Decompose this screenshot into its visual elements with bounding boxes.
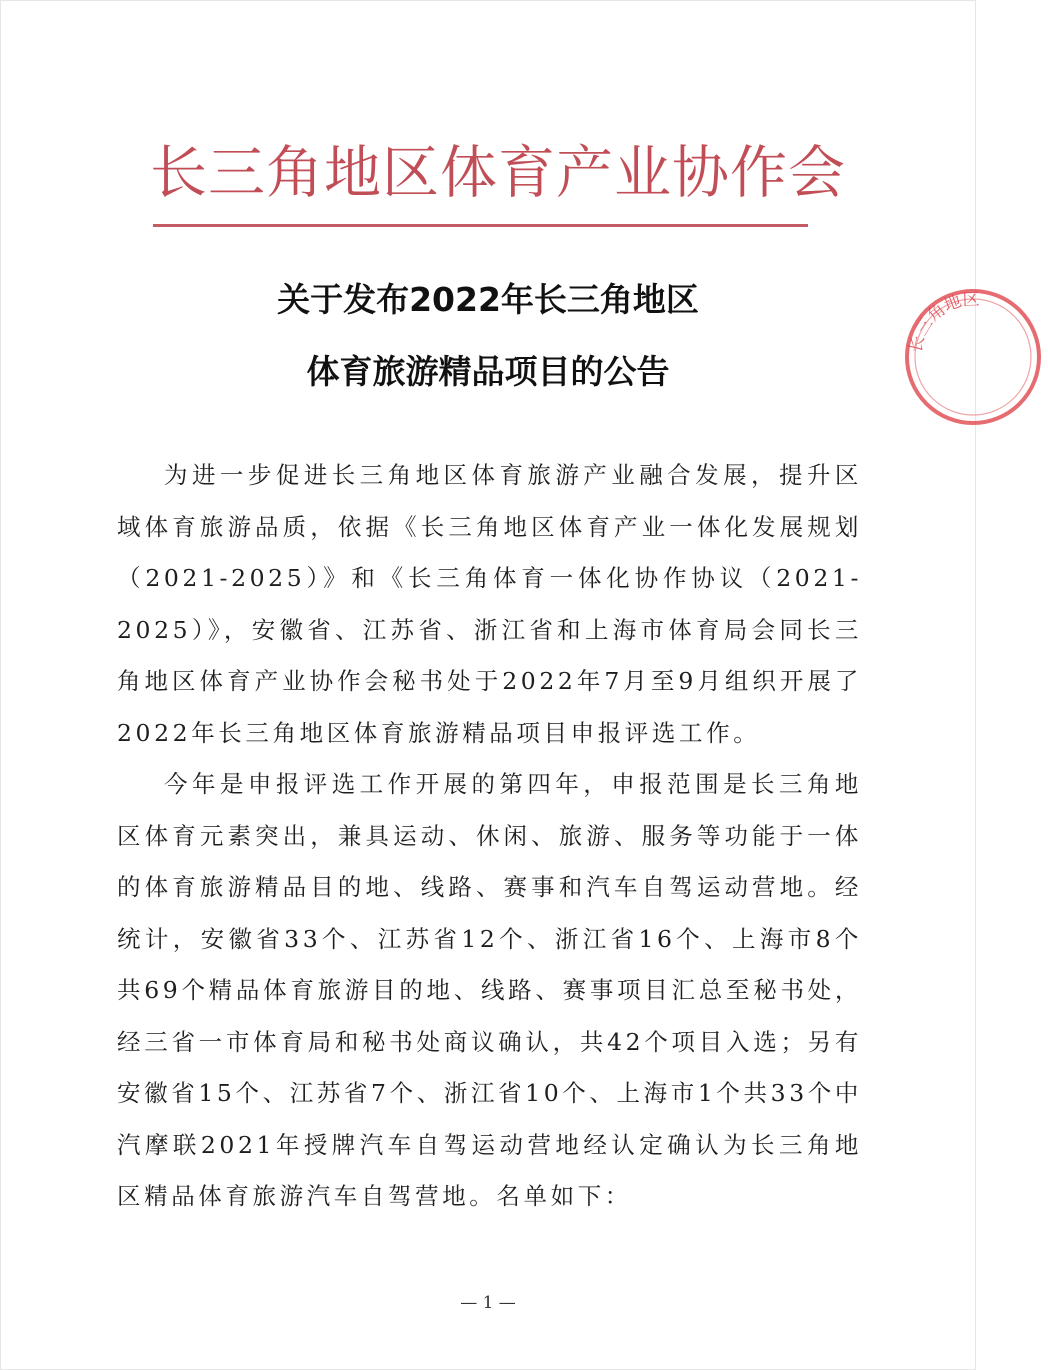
document-title-line-2: 体育旅游精品项目的公告 [306, 352, 670, 391]
body-paragraph-2: 今年是申报评选工作开展的第四年，申报范围是长三角地区体育元素突出，兼具运动、休闲、旅游、服务等功能于一体的体育旅游精品目的地、线路、赛事和汽车自驾运动营地。经统计，安徽省33个、江苏省12个、浙江省16个、上海市8个共69个精品体育旅游目的地、线路、赛事项目汇总至秘书处，经三省一市体育局和秘书处商议确认，共42个项目入选；另有安徽省15个、江苏省7个、浙江省10个、上海市1个共33个中汽摩联2021年授牌汽车自驾运动营地经认定确认为长三角地区精品体育旅游汽车自驾营地。名单如下： [117, 770, 862, 1210]
document-body [117, 450, 862, 1223]
letterhead-org-name: 长三角地区体育产业协作会 [150, 140, 846, 206]
body-paragraph-1: 为进一步促进长三角地区体育旅游产业融合发展，提升区域体育旅游品质，依据《长三角地区体育产业一体化发展规划（2021-2025）》和《长三角体育一体化协作协议（2021-2025）》，安徽省、江苏省、浙江省和上海市体育局会同长三角地区体育产业协作会秘书处于2022年7月至9月组织开展了2022年长三角地区体育旅游精品项目申报评选工作。 [117, 461, 862, 747]
document-title-line-1: 关于发布2022年长三角地区 [277, 280, 699, 319]
official-seal-stamp [898, 282, 1048, 432]
svg-text:长三角地区: 长三角地区 [905, 289, 980, 355]
page-number: — 1 — [460, 1293, 516, 1313]
letterhead-red-rule [153, 224, 808, 227]
